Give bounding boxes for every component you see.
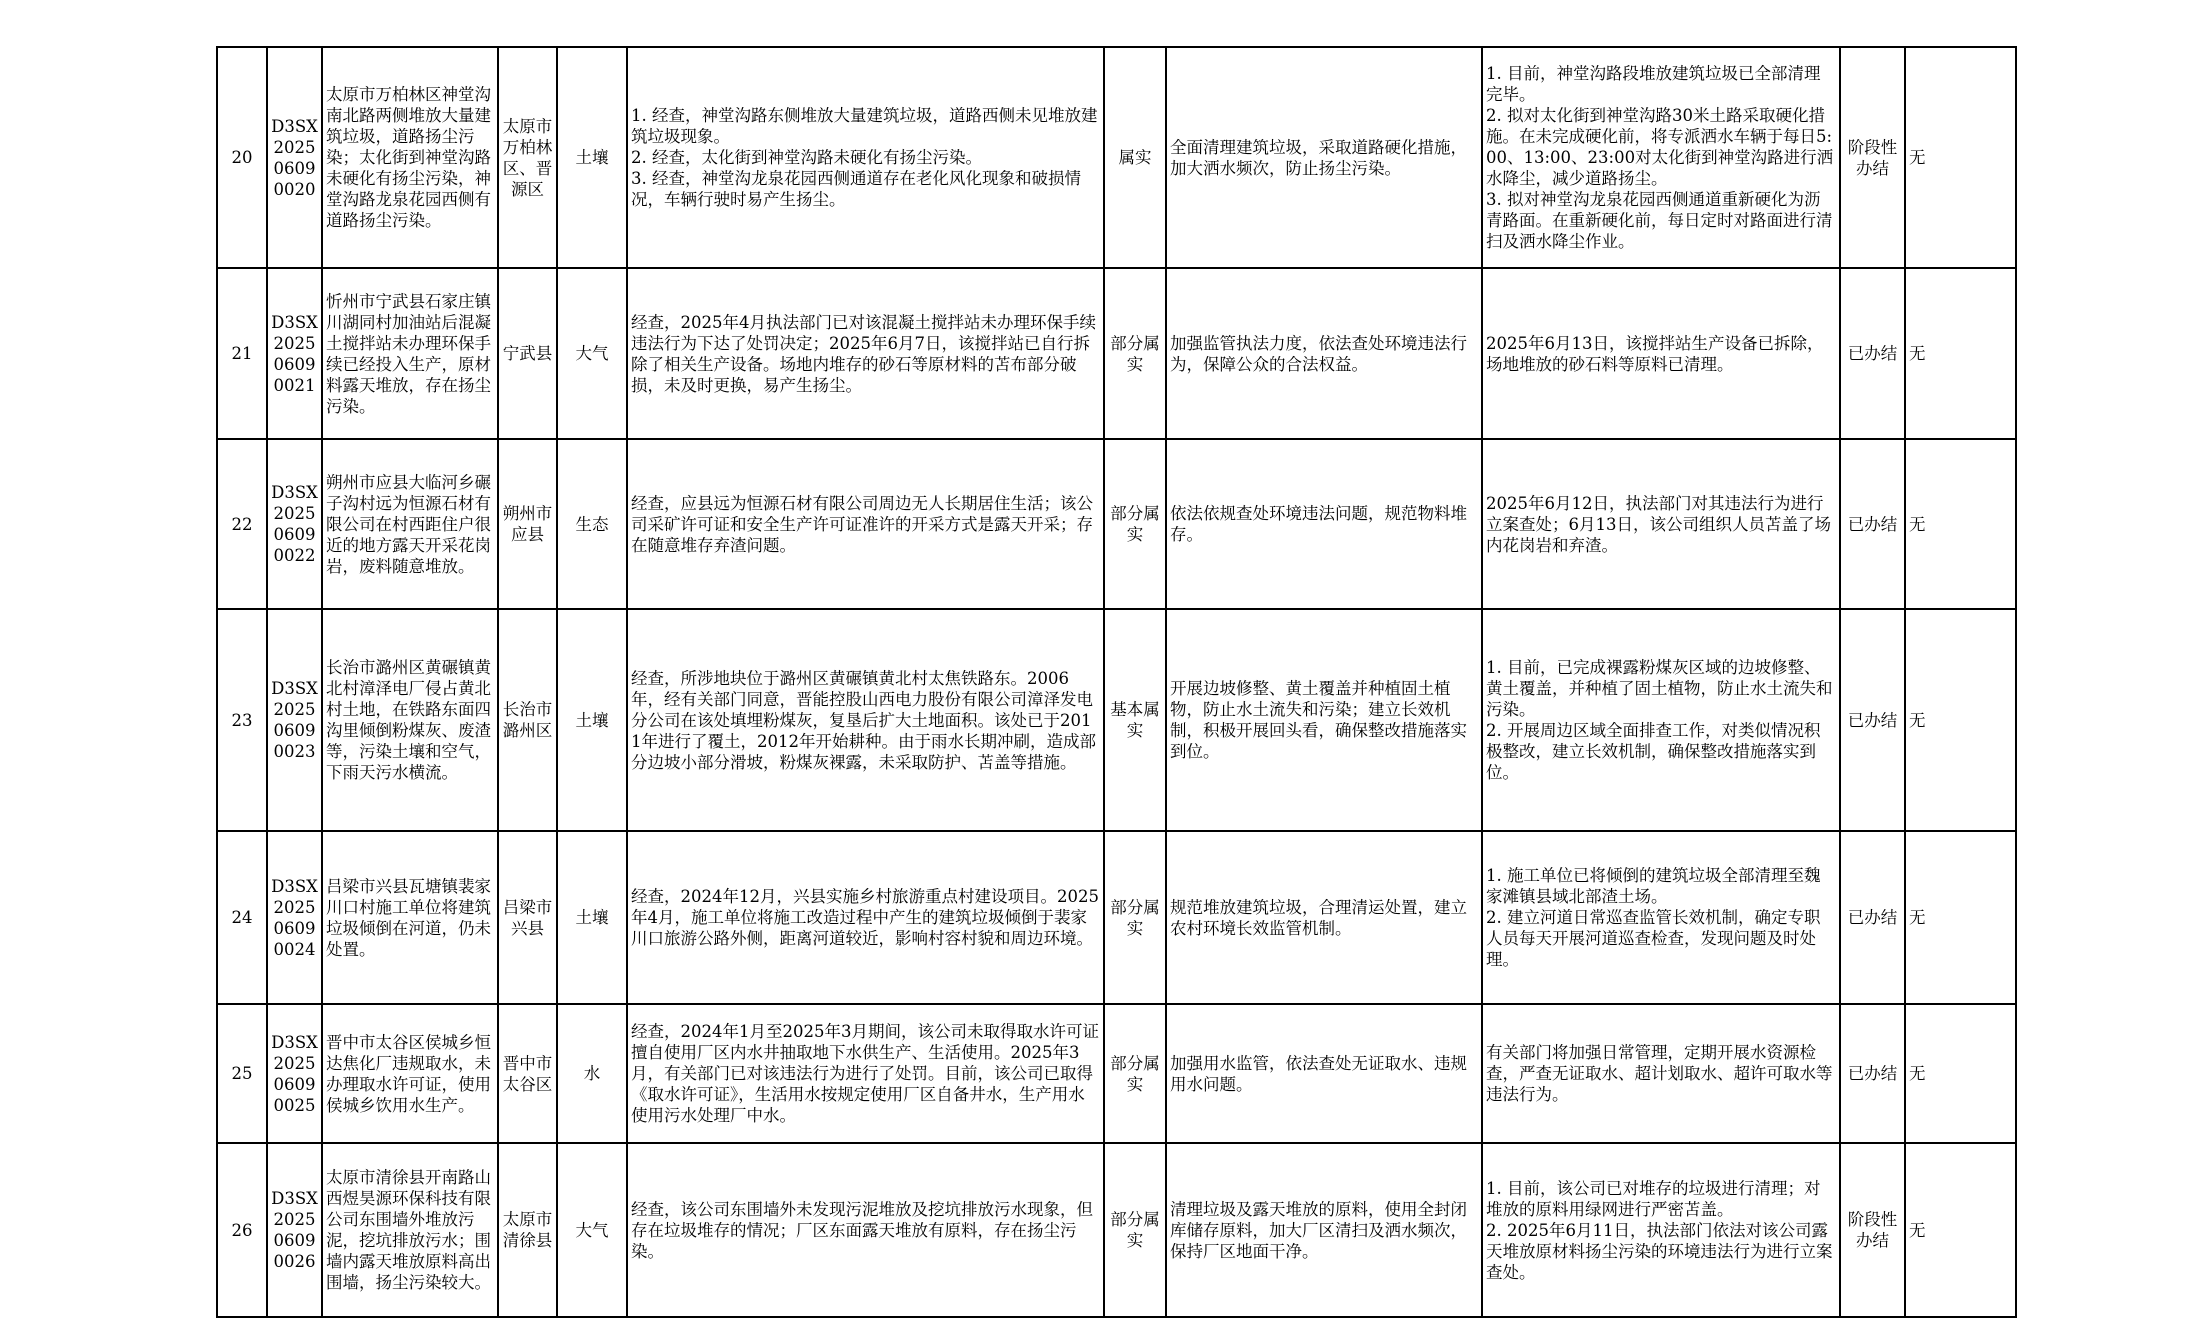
verification-result: 部分属实 xyxy=(1104,439,1166,609)
pollution-type: 生态 xyxy=(557,439,627,609)
closure-status: 阶段性办结 xyxy=(1840,47,1905,268)
case-code: D3SX202506090023 xyxy=(267,609,322,831)
complaint-description: 太原市万柏林区神堂沟南北路两侧堆放大量建筑垃圾，道路扬尘污染；太化街到神堂沟路未硬化有扬尘污染，神堂沟路龙泉花园西侧有道路扬尘污染。 xyxy=(322,47,498,268)
accountability-note: 无 xyxy=(1905,831,2016,1004)
row-number: 25 xyxy=(217,1004,267,1143)
handling-requirement: 规范堆放建筑垃圾，合理清运处置，建立农村环境长效监管机制。 xyxy=(1166,831,1482,1004)
closure-status: 已办结 xyxy=(1840,609,1905,831)
complaint-description: 晋中市太谷区侯城乡恒达焦化厂违规取水，未办理取水许可证，使用侯城乡饮用水生产。 xyxy=(322,1004,498,1143)
pollution-type: 大气 xyxy=(557,1143,627,1317)
pollution-type: 水 xyxy=(557,1004,627,1143)
table-row xyxy=(217,268,2016,439)
rectification-action: 1. 目前，该公司已对堆存的垃圾进行清理；对堆放的原料用绿网进行严密苫盖。 2. 2025年6月11日，执法部门依法对该公司露天堆放原材料扬尘污染的环境违法行为进行立案查处。 xyxy=(1482,1143,1840,1317)
verification-result: 部分属实 xyxy=(1104,1143,1166,1317)
row-number: 22 xyxy=(217,439,267,609)
administrative-area: 晋中市太谷区 xyxy=(498,1004,557,1143)
case-code: D3SX202506090021 xyxy=(267,268,322,439)
verification-result: 部分属实 xyxy=(1104,268,1166,439)
accountability-note: 无 xyxy=(1905,47,2016,268)
row-number: 23 xyxy=(217,609,267,831)
closure-status: 已办结 xyxy=(1840,831,1905,1004)
case-code: D3SX202506090022 xyxy=(267,439,322,609)
table-row xyxy=(217,609,2016,831)
accountability-note: 无 xyxy=(1905,609,2016,831)
complaint-description: 太原市清徐县开南路山西煜昊源环保科技有限公司东围墙外堆放污泥，挖坑排放污水；围墙内露天堆放原料高出围墙，扬尘污染较大。 xyxy=(322,1143,498,1317)
complaint-description: 吕梁市兴县瓦塘镇裴家川口村施工单位将建筑垃圾倾倒在河道，仍未处置。 xyxy=(322,831,498,1004)
handling-requirement: 开展边坡修整、黄土覆盖并种植固土植物，防止水土流失和污染；建立长效机制，积极开展回头看，确保整改措施落实到位。 xyxy=(1166,609,1482,831)
handling-requirement: 全面清理建筑垃圾，采取道路硬化措施，加大洒水频次，防止扬尘污染。 xyxy=(1166,47,1482,268)
closure-status: 阶段性办结 xyxy=(1840,1143,1905,1317)
pollution-type: 大气 xyxy=(557,268,627,439)
case-code: D3SX202506090026 xyxy=(267,1143,322,1317)
row-number: 20 xyxy=(217,47,267,268)
accountability-note: 无 xyxy=(1905,268,2016,439)
rectification-action: 2025年6月12日，执法部门对其违法行为进行立案查处；6月13日，该公司组织人员苫盖了场内花岗岩和弃渣。 xyxy=(1482,439,1840,609)
rectification-action: 1. 目前，神堂沟路段堆放建筑垃圾已全部清理完毕。 2. 拟对太化街到神堂沟路30米土路采取硬化措施。在未完成硬化前，将专派洒水车辆于每日5:00、13:00、23:00对太化街到神堂沟路进行洒水降尘，减少道路扬尘。 3. 拟对神堂沟龙泉花园西侧通道重新硬化为沥青路面。在重新硬化前，每日定时对路面进行清扫及洒水降尘作业。 xyxy=(1482,47,1840,268)
administrative-area: 宁武县 xyxy=(498,268,557,439)
administrative-area: 长治市潞州区 xyxy=(498,609,557,831)
table-row xyxy=(217,439,2016,609)
handling-requirement: 依法依规查处环境违法问题，规范物料堆存。 xyxy=(1166,439,1482,609)
row-number: 26 xyxy=(217,1143,267,1317)
rectification-action: 2025年6月13日，该搅拌站生产设备已拆除，场地堆放的砂石料等原料已清理。 xyxy=(1482,268,1840,439)
complaint-handling-table xyxy=(216,46,2017,1318)
investigation-finding: 1. 经查，神堂沟路东侧堆放大量建筑垃圾，道路西侧未见堆放建筑垃圾现象。 2. 经查，太化街到神堂沟路未硬化有扬尘污染。 3. 经查，神堂沟龙泉花园西侧通道存在老化风化现象和破损情况，车辆行驶时易产生扬尘。 xyxy=(627,47,1104,268)
table-row xyxy=(217,831,2016,1004)
investigation-finding: 经查，2024年12月，兴县实施乡村旅游重点村建设项目。2025年4月，施工单位将施工改造过程中产生的建筑垃圾倾倒于裴家川口旅游公路外侧，距离河道较近，影响村容村貌和周边环境。 xyxy=(627,831,1104,1004)
case-code: D3SX202506090025 xyxy=(267,1004,322,1143)
administrative-area: 朔州市应县 xyxy=(498,439,557,609)
accountability-note: 无 xyxy=(1905,439,2016,609)
table-row xyxy=(217,1143,2016,1317)
pollution-type: 土壤 xyxy=(557,609,627,831)
table-row xyxy=(217,47,2016,268)
investigation-finding: 经查，所涉地块位于潞州区黄碾镇黄北村太焦铁路东。2006年，经有关部门同意，晋能控股山西电力股份有限公司漳泽发电分公司在该处填埋粉煤灰，复垦后扩大土地面积。该处已于2011年进行了覆土，2012年开始耕种。由于雨水长期冲刷，造成部分边坡小部分滑坡，粉煤灰裸露，未采取防护、苫盖等措施。 xyxy=(627,609,1104,831)
table-row xyxy=(217,1004,2016,1143)
closure-status: 已办结 xyxy=(1840,1004,1905,1143)
handling-requirement: 清理垃圾及露天堆放的原料，使用全封闭库储存原料，加大厂区清扫及洒水频次，保持厂区地面干净。 xyxy=(1166,1143,1482,1317)
complaint-description: 朔州市应县大临河乡碾子沟村远为恒源石材有限公司在村西距住户很近的地方露天开采花岗岩，废料随意堆放。 xyxy=(322,439,498,609)
case-code: D3SX202506090020 xyxy=(267,47,322,268)
closure-status: 已办结 xyxy=(1840,439,1905,609)
handling-requirement: 加强用水监管，依法查处无证取水、违规用水问题。 xyxy=(1166,1004,1482,1143)
row-number: 21 xyxy=(217,268,267,439)
complaint-description: 忻州市宁武县石家庄镇川湖同村加油站后混凝土搅拌站未办理环保手续已经投入生产，原材料露天堆放，存在扬尘污染。 xyxy=(322,268,498,439)
administrative-area: 吕梁市兴县 xyxy=(498,831,557,1004)
pollution-type: 土壤 xyxy=(557,47,627,268)
administrative-area: 太原市清徐县 xyxy=(498,1143,557,1317)
rectification-action: 1. 施工单位已将倾倒的建筑垃圾全部清理至魏家滩镇县域北部渣土场。 2. 建立河道日常巡查监管长效机制，确定专职人员每天开展河道巡查检查，发现问题及时处理。 xyxy=(1482,831,1840,1004)
handling-requirement: 加强监管执法力度，依法查处环境违法行为，保障公众的合法权益。 xyxy=(1166,268,1482,439)
closure-status: 已办结 xyxy=(1840,268,1905,439)
verification-result: 属实 xyxy=(1104,47,1166,268)
verification-result: 基本属实 xyxy=(1104,609,1166,831)
verification-result: 部分属实 xyxy=(1104,831,1166,1004)
rectification-action: 有关部门将加强日常管理，定期开展水资源检查，严查无证取水、超计划取水、超许可取水等违法行为。 xyxy=(1482,1004,1840,1143)
investigation-finding: 经查，2024年1月至2025年3月期间，该公司未取得取水许可证擅自使用厂区内水井抽取地下水供生产、生活使用。2025年3月，有关部门已对该违法行为进行了处罚。目前，该公司已取得《取水许可证》，生活用水按规定使用厂区自备井水，生产用水使用污水处理厂中水。 xyxy=(627,1004,1104,1143)
pollution-type: 土壤 xyxy=(557,831,627,1004)
administrative-area: 太原市万柏林区、晋源区 xyxy=(498,47,557,268)
rectification-action: 1. 目前，已完成裸露粉煤灰区域的边坡修整、黄土覆盖，并种植了固土植物，防止水土流失和污染。 2. 开展周边区域全面排查工作，对类似情况积极整改，建立长效机制，确保整改措施落实到位。 xyxy=(1482,609,1840,831)
investigation-finding: 经查，2025年4月执法部门已对该混凝土搅拌站未办理环保手续违法行为下达了处罚决定；2025年6月7日，该搅拌站已自行拆除了相关生产设备。场地内堆存的砂石等原材料的苫布部分破损，未及时更换，易产生扬尘。 xyxy=(627,268,1104,439)
row-number: 24 xyxy=(217,831,267,1004)
investigation-finding: 经查，该公司东围墙外未发现污泥堆放及挖坑排放污水现象，但存在垃圾堆存的情况；厂区东面露天堆放有原料，存在扬尘污染。 xyxy=(627,1143,1104,1317)
verification-result: 部分属实 xyxy=(1104,1004,1166,1143)
complaint-description: 长治市潞州区黄碾镇黄北村漳泽电厂侵占黄北村土地，在铁路东面四沟里倾倒粉煤灰、废渣等，污染土壤和空气，下雨天污水横流。 xyxy=(322,609,498,831)
investigation-finding: 经查，应县远为恒源石材有限公司周边无人长期居住生活；该公司采矿许可证和安全生产许可证准许的开采方式是露天开采；存在随意堆存弃渣问题。 xyxy=(627,439,1104,609)
accountability-note: 无 xyxy=(1905,1143,2016,1317)
case-code: D3SX202506090024 xyxy=(267,831,322,1004)
accountability-note: 无 xyxy=(1905,1004,2016,1143)
